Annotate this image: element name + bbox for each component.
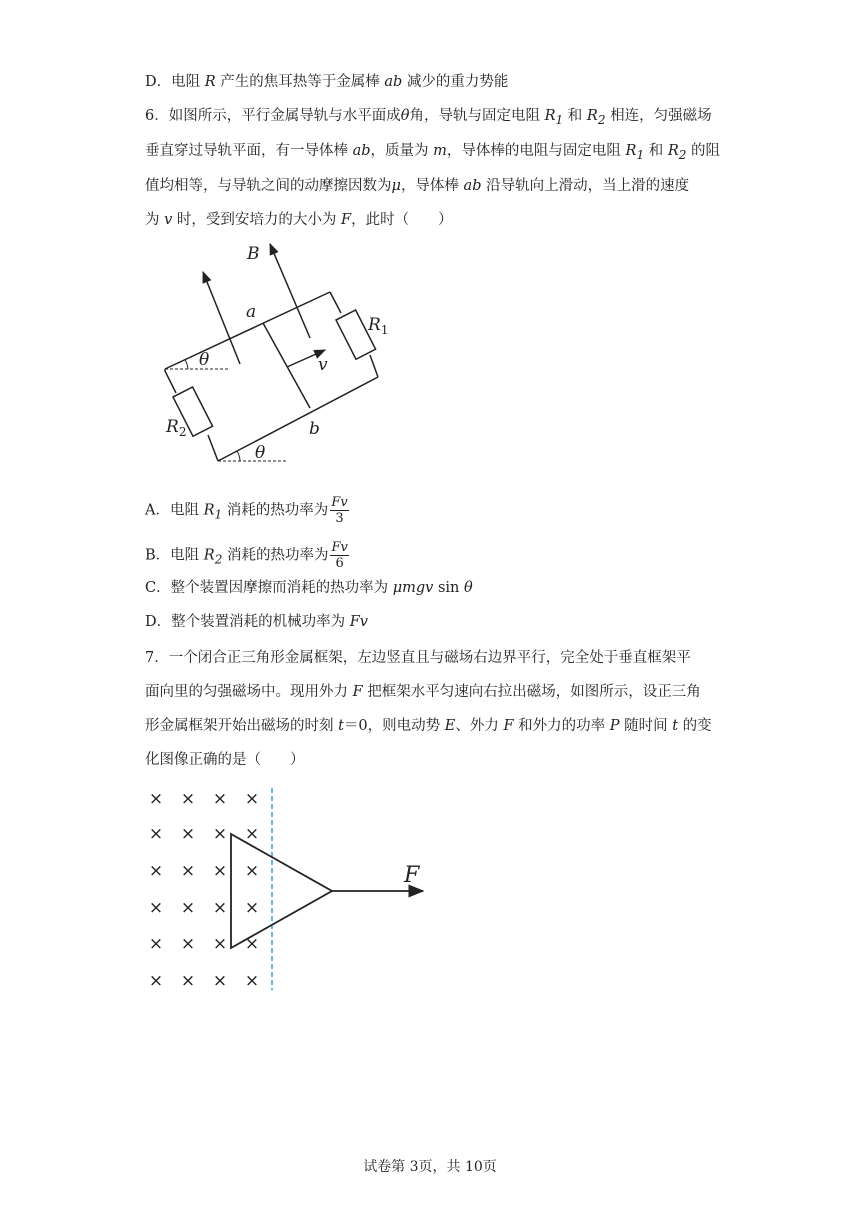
q6-stem-line-2: 垂直穿过导轨平面，有一导体棒 ab，质量为 m，导体棒的电阻与固定电阻 $R_1$ 和 $R_2$ 的阻 xyxy=(145,143,721,162)
label-F: F xyxy=(404,863,420,888)
label-a: a xyxy=(246,302,257,322)
q7-stem-line-2: 面向里的匀强磁场中。现用外力 F 把框架水平匀速向右拉出磁场，如图所示，设正三角 xyxy=(145,684,701,700)
q6-option-a: A．电阻 $R_1$ 消耗的热功率为 $\frac{Fv}{3}$ xyxy=(145,495,348,526)
field-cross: × xyxy=(212,898,228,918)
q7-stem-line-3: 形金属框架开始出磁场的时刻 t＝0，则电动势 E、外力 F 和外力的功率 P 随时间 t 的变 xyxy=(145,718,712,734)
q6-stem-line-3: 值均相等，与导轨之间的动摩擦因数为μ，导体棒 ab 沿导轨向上滑动，当上滑的速度 xyxy=(145,178,690,194)
label-b: b xyxy=(309,419,320,439)
field-cross: × xyxy=(244,861,260,881)
field-cross: × xyxy=(148,934,164,954)
q7-stem-line-4: 化图像正确的是（ ） xyxy=(145,752,305,768)
field-cross: × xyxy=(244,971,260,991)
field-cross: × xyxy=(212,971,228,991)
field-cross-grid xyxy=(149,789,259,991)
field-cross: × xyxy=(180,934,196,954)
field-cross: × xyxy=(244,824,260,844)
label-theta-bottom: θ xyxy=(255,443,266,463)
fraction-fv-3: $\frac{Fv}{3}$ xyxy=(331,495,348,526)
triangle-frame xyxy=(231,834,332,948)
field-cross: × xyxy=(244,934,260,954)
field-cross: × xyxy=(212,934,228,954)
label-R2: $R_2$ xyxy=(166,417,187,439)
field-cross: × xyxy=(148,824,164,844)
q6-option-c: C．整个装置因摩擦而消耗的热功率为 μmgv sin θ xyxy=(145,580,473,596)
field-cross: × xyxy=(180,971,196,991)
page-footer: 试卷第 3页，共 10页 xyxy=(363,1159,497,1175)
field-cross: × xyxy=(180,898,196,918)
field-cross: × xyxy=(180,824,196,844)
field-cross: × xyxy=(148,971,164,991)
field-cross: × xyxy=(148,898,164,918)
q7-stem-line-1: 7．一个闭合正三角形金属框架，左边竖直且与磁场右边界平行，完全处于垂直框架平 xyxy=(145,650,691,666)
q5-option-d: D．电阻 R 产生的焦耳热等于金属棒 ab 减少的重力势能 xyxy=(145,74,509,90)
q6-stem-line-1: 6．如图所示，平行金属导轨与水平面成θ角，导轨与固定电阻 $R_1$ 和 $R_2$ 相连，匀强磁场 xyxy=(145,108,712,127)
field-cross: × xyxy=(148,861,164,881)
label-theta-top: θ xyxy=(199,350,210,370)
field-cross: × xyxy=(148,789,164,809)
label-B: B xyxy=(247,244,260,264)
q6-option-d: D．整个装置消耗的机械功率为 Fv xyxy=(145,614,368,630)
field-cross: × xyxy=(212,861,228,881)
field-cross: × xyxy=(212,789,228,809)
label-R1: $R_1$ xyxy=(368,315,389,337)
field-cross: × xyxy=(180,861,196,881)
q6-option-b: B．电阻 $R_2$ 消耗的热功率为 $\frac{Fv}{6}$ xyxy=(145,540,348,571)
field-cross: × xyxy=(244,898,260,918)
field-cross: × xyxy=(244,789,260,809)
q6-stem-line-4: 为 v 时，受到安培力的大小为 F，此时（ ） xyxy=(145,212,453,228)
fraction-fv-6: $\frac{Fv}{6}$ xyxy=(331,540,348,571)
field-cross: × xyxy=(212,824,228,844)
label-v: v xyxy=(318,355,328,375)
field-cross: × xyxy=(180,789,196,809)
